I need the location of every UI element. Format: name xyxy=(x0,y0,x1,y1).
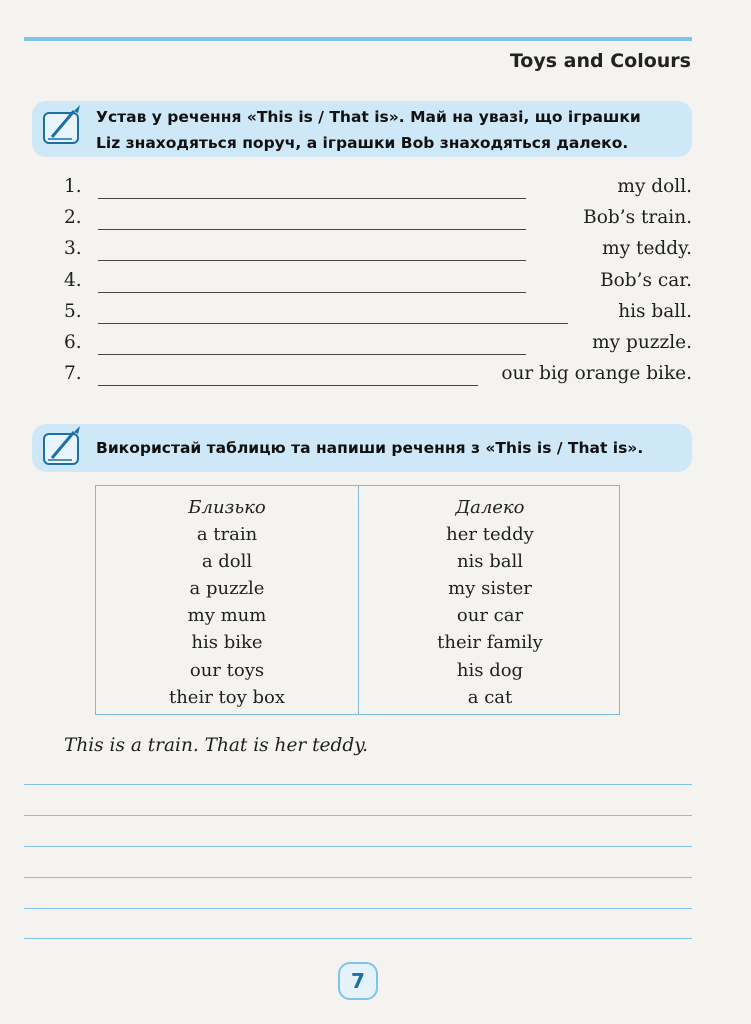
writing-line[interactable] xyxy=(24,815,692,816)
near-far-table xyxy=(95,485,620,715)
sentence-ending: our big orange bike. xyxy=(501,363,692,385)
item-number: 5. xyxy=(64,300,82,322)
answer-line[interactable] xyxy=(98,198,526,199)
near-column xyxy=(96,494,358,711)
task1-instruction-box xyxy=(32,101,692,157)
task2-instruction-box xyxy=(32,424,692,472)
sentence-ending: his ball. xyxy=(618,300,692,322)
near-header: Близько xyxy=(188,497,266,518)
exercise-row xyxy=(64,207,692,238)
exercise-row xyxy=(64,238,692,269)
sentence-ending: my doll. xyxy=(617,176,692,197)
writing-line[interactable] xyxy=(24,784,692,785)
exercise-row xyxy=(64,176,692,207)
writing-line[interactable] xyxy=(24,938,692,939)
table-cell: his dog xyxy=(456,659,524,681)
table-cell: his bike xyxy=(191,632,263,654)
example-sentence: This is a train. That is her teddy. xyxy=(64,735,369,756)
writing-line[interactable] xyxy=(24,877,692,878)
item-number: 6. xyxy=(64,331,82,353)
writing-line[interactable] xyxy=(24,846,692,847)
task2-instruction: Використай таблицю та напиши речення з «This is / That is». xyxy=(96,439,644,457)
table-cell: my mum xyxy=(187,605,267,627)
item-number: 7. xyxy=(64,363,82,385)
answer-line[interactable] xyxy=(98,260,526,261)
far-header: Далеко xyxy=(455,497,525,518)
table-cell: a puzzle xyxy=(189,578,265,600)
item-number: 2. xyxy=(64,207,82,229)
sentence-ending: my teddy. xyxy=(602,238,692,260)
writing-line[interactable] xyxy=(24,908,692,909)
pencil-notebook-icon xyxy=(36,420,92,484)
pencil-notebook-icon xyxy=(36,99,92,163)
task1-instruction-line2: Liz знаходяться поруч, а іграшки Bob знаходяться далеко. xyxy=(96,134,629,152)
task1-exercise-list xyxy=(64,176,692,394)
table-cell: her teddy xyxy=(446,524,534,546)
answer-line[interactable] xyxy=(98,354,526,355)
exercise-row xyxy=(64,363,692,394)
table-cell: their family xyxy=(437,632,543,654)
table-cell: a train xyxy=(196,524,258,546)
answer-line[interactable] xyxy=(98,292,526,293)
table-cell: their toy box xyxy=(168,686,286,708)
table-cell: nis ball xyxy=(456,551,524,573)
item-number: 3. xyxy=(64,238,82,260)
page-number: 7 xyxy=(338,962,378,1000)
item-number: 1. xyxy=(64,176,82,197)
sentence-ending: Bob’s train. xyxy=(583,207,692,229)
table-cell: my sister xyxy=(448,578,532,600)
answer-line[interactable] xyxy=(98,229,526,230)
top-rule xyxy=(24,37,692,41)
far-column xyxy=(359,494,621,711)
exercise-row xyxy=(64,301,692,332)
table-cell: a doll xyxy=(201,551,253,573)
exercise-row xyxy=(64,332,692,363)
exercise-row xyxy=(64,270,692,301)
answer-line[interactable] xyxy=(98,323,568,324)
sentence-ending: my puzzle. xyxy=(592,331,692,353)
item-number: 4. xyxy=(64,269,82,291)
table-cell: a cat xyxy=(467,686,513,708)
sentence-ending: Bob’s car. xyxy=(600,269,692,291)
answer-line[interactable] xyxy=(98,385,478,386)
task1-instruction-line1: Устав у речення «This is / That is». Май на увазі, що іграшки xyxy=(96,108,641,126)
table-cell: our toys xyxy=(189,659,265,681)
unit-title: Toys and Colours xyxy=(509,50,691,72)
table-cell: our car xyxy=(456,605,524,627)
